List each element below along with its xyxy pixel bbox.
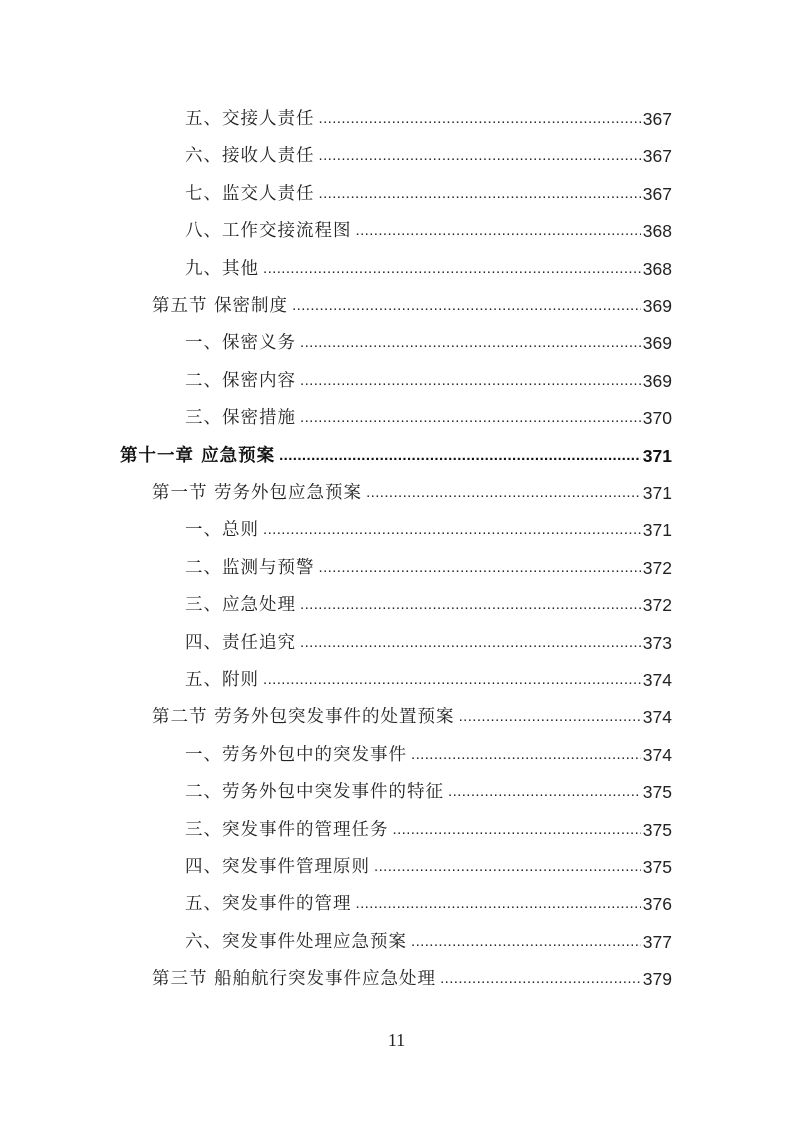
toc-subsection-entry[interactable]	[185, 778, 672, 806]
toc-entry-page: 377	[642, 931, 672, 952]
toc-entry-page: 368	[642, 221, 672, 242]
toc-entry-label: 第五节 保密制度	[152, 296, 289, 316]
toc-entry-page: 375	[642, 857, 672, 877]
dot-leader	[393, 816, 641, 844]
toc-entry-label: 八、工作交接流程图	[185, 221, 352, 242]
toc-entry-label: 五、突发事件的管理	[185, 894, 352, 915]
dot-leader	[319, 554, 641, 582]
toc-entry-label: 九、其他	[185, 258, 259, 279]
toc-entry-page: 379	[642, 969, 672, 990]
dot-leader	[319, 142, 641, 170]
toc-entry-label: 三、保密措施	[185, 408, 296, 429]
dot-leader	[300, 329, 641, 357]
toc-subsection-entry[interactable]	[185, 180, 672, 208]
toc-subsection-entry[interactable]	[185, 741, 672, 769]
toc-entry-page: 370	[642, 408, 672, 429]
dot-leader	[448, 778, 641, 806]
toc-entry-label: 五、附则	[185, 670, 259, 690]
toc-subsection-entry[interactable]	[185, 142, 672, 170]
toc-entry-page: 375	[642, 819, 672, 840]
toc-entry-label: 四、责任追究	[185, 632, 296, 653]
toc-entry-page: 367	[642, 109, 672, 129]
toc-entry-page: 369	[642, 296, 672, 316]
dot-leader	[263, 666, 641, 694]
toc-entry-label: 一、总则	[185, 520, 259, 541]
toc-entry-page: 374	[642, 707, 672, 728]
toc-subsection-entry[interactable]	[185, 329, 672, 357]
toc-entry-label: 第一节 劳务外包应急预案	[152, 483, 363, 503]
toc-entry-label: 六、突发事件处理应急预案	[185, 931, 407, 952]
toc-entry-page: 376	[642, 894, 672, 915]
toc-subsection-entry[interactable]	[185, 853, 672, 881]
toc-subsection-entry[interactable]	[185, 816, 672, 844]
toc-subsection-entry[interactable]	[185, 890, 672, 918]
toc-subsection-entry[interactable]	[185, 554, 672, 582]
dot-leader	[356, 890, 641, 918]
toc-subsection-entry[interactable]	[185, 255, 672, 283]
toc-subsection-entry[interactable]	[185, 217, 672, 245]
toc-entry-page: 373	[642, 632, 672, 653]
dot-leader	[366, 479, 641, 507]
dot-leader	[459, 703, 641, 731]
toc-entry-page: 375	[642, 782, 672, 803]
toc-entry-label: 三、突发事件的管理任务	[185, 819, 389, 840]
toc-entry-label: 七、监交人责任	[185, 183, 315, 204]
toc-subsection-entry[interactable]	[185, 516, 672, 544]
toc-subsection-entry[interactable]	[185, 367, 672, 395]
dot-leader	[263, 516, 641, 544]
toc-entry-page: 367	[642, 183, 672, 204]
dot-leader	[300, 404, 641, 432]
toc-chapter-entry[interactable]	[120, 442, 672, 470]
toc-entry-label: 三、应急处理	[185, 595, 296, 616]
toc-section-entry[interactable]	[152, 703, 672, 731]
dot-leader	[263, 255, 641, 283]
dot-leader	[411, 741, 641, 769]
toc-entry-label: 二、劳务外包中突发事件的特征	[185, 782, 444, 803]
page-number: 11	[387, 1030, 406, 1050]
dot-leader	[300, 367, 641, 395]
dot-leader	[356, 217, 641, 245]
toc-entry-label: 一、劳务外包中的突发事件	[185, 744, 407, 765]
toc-entry-page: 374	[642, 744, 672, 765]
dot-leader	[292, 292, 641, 320]
dot-leader	[300, 591, 641, 619]
toc-entry-page: 369	[642, 333, 672, 354]
toc-section-entry[interactable]	[152, 292, 672, 320]
toc-entry-page: 369	[642, 370, 672, 391]
toc-subsection-entry[interactable]	[185, 105, 672, 133]
toc-entry-label: 五、交接人责任	[185, 109, 315, 129]
toc-entry-label: 二、监测与预警	[185, 557, 315, 578]
toc-entry-page: 371	[642, 520, 672, 541]
toc-entry-page: 372	[642, 595, 672, 616]
toc-entry-label: 第二节 劳务外包突发事件的处置预案	[152, 707, 455, 728]
dot-leader	[440, 965, 641, 993]
toc-entry-label: 一、保密义务	[185, 333, 296, 354]
dot-leader	[319, 180, 641, 208]
toc-subsection-entry[interactable]	[185, 666, 672, 694]
dot-leader	[300, 629, 641, 657]
toc-entry-label: 第三节 船舶航行突发事件应急处理	[152, 969, 437, 990]
toc-entry-page: 372	[642, 557, 672, 578]
toc-entry-label: 四、突发事件管理原则	[185, 857, 370, 877]
dot-leader	[374, 853, 641, 881]
toc-subsection-entry[interactable]	[185, 629, 672, 657]
toc-subsection-entry[interactable]	[185, 591, 672, 619]
toc-entry-page: 368	[642, 258, 672, 279]
toc-entry-page: 367	[642, 146, 672, 167]
toc-entry-label: 六、接收人责任	[185, 146, 315, 167]
dot-leader	[411, 928, 641, 956]
toc-section-entry[interactable]	[152, 965, 672, 993]
toc-entry-page: 371	[642, 483, 672, 503]
toc-entry-label: 二、保密内容	[185, 370, 296, 391]
toc-entry-page: 374	[642, 670, 672, 690]
toc-entry-page: 371	[642, 445, 672, 466]
toc-section-entry[interactable]	[152, 479, 672, 507]
toc-subsection-entry[interactable]	[185, 928, 672, 956]
toc-entry-label: 第十一章 应急预案	[120, 445, 276, 466]
toc-subsection-entry[interactable]	[185, 404, 672, 432]
dot-leader	[319, 105, 641, 133]
dot-leader	[279, 442, 641, 470]
